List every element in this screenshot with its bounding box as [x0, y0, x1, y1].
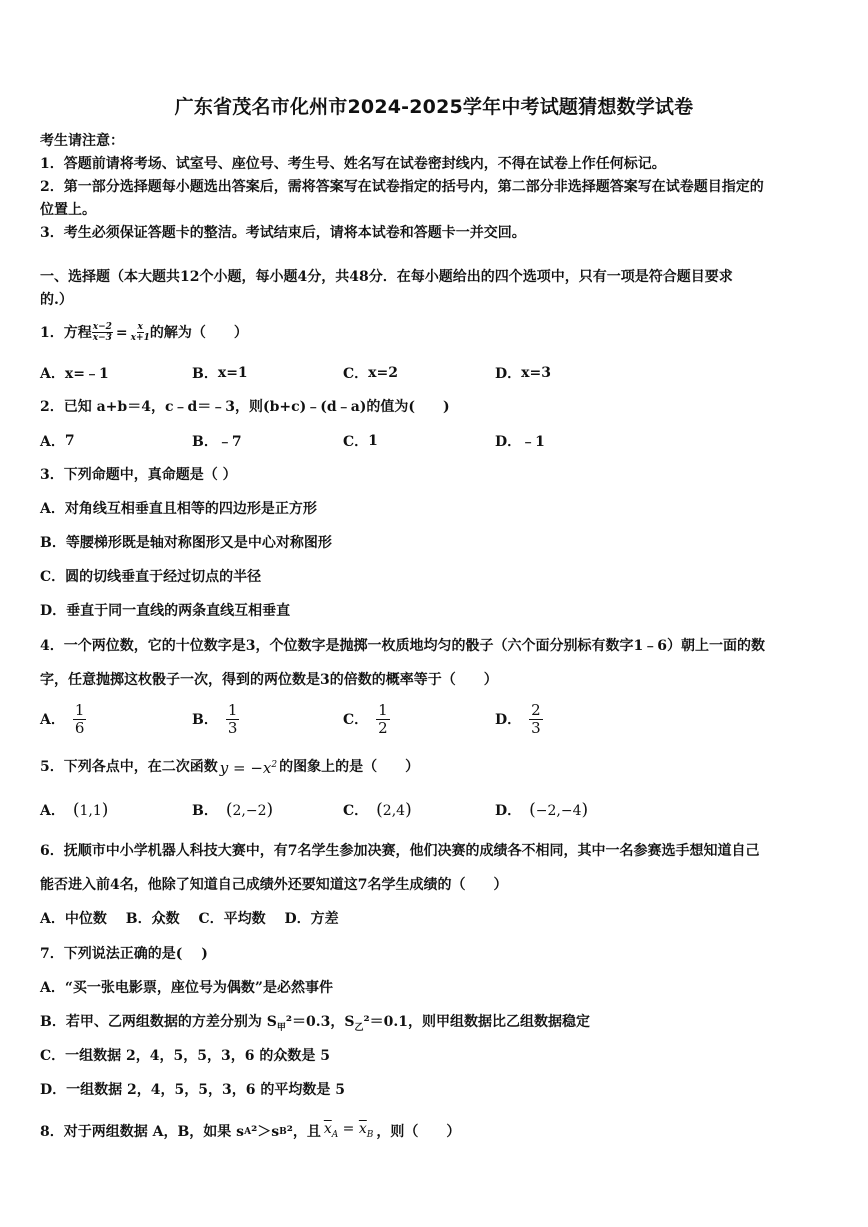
q2-option-c	[343, 419, 378, 463]
fraction	[529, 702, 543, 737]
option-label: B．	[192, 803, 218, 819]
point-coords: 2,4	[382, 803, 406, 819]
q8-sub: B	[279, 1126, 287, 1137]
q1-lhs-fraction	[92, 322, 113, 343]
fraction-den: 6	[74, 718, 85, 737]
q1-option-b	[192, 351, 248, 395]
q8-part: ²＞s	[251, 1123, 280, 1140]
q1-rhs-num: x	[137, 322, 143, 332]
option-label: C．	[343, 434, 369, 450]
q7-b-sub: 乙	[354, 1022, 364, 1033]
notice-item: 1．答题前请将考场、试室号、座位号、考生号、姓名写在试卷密封线内，不得在试卷上作任何标记。	[40, 156, 666, 172]
notice-heading: 考生请注意：	[40, 133, 124, 149]
question-4-stem: 4．一个两位数，它的十位数字是3，个位数字是抛掷一枚质地均匀的骰子（六个面分别标有数字1﹣6）朝上一面的数	[40, 638, 765, 654]
section-heading: 一、选择题（本大题共12个小题，每小题4分，共48分．在每小题给出的四个选项中，只有一项是符合题目要求	[40, 269, 733, 285]
q5-option-b	[192, 788, 273, 832]
q2-option-a	[40, 419, 75, 463]
option-label: A．	[40, 366, 65, 382]
option-label: B．	[192, 712, 218, 728]
q4-option-d	[495, 697, 543, 741]
q2-option-d	[495, 419, 545, 463]
q7-b-part: ²＝0.3，S	[285, 1014, 355, 1030]
fraction	[226, 702, 240, 737]
option-text: x=2	[368, 365, 398, 381]
option-point: (1,1)	[72, 800, 109, 820]
q1-rhs-den: x+1	[130, 333, 150, 343]
section-heading-cont: 的.）	[40, 292, 73, 308]
q7-b-part: B．若甲、乙两组数据的方差分别为 S	[40, 1014, 277, 1030]
fraction-num: 2	[531, 700, 541, 719]
mean-sub: A	[331, 1129, 339, 1140]
fraction-den: 2	[378, 718, 388, 737]
q7-option-a: A．“买一张电影票，座位号为偶数”是必然事件	[40, 980, 333, 996]
q8-mean-equation	[324, 1119, 374, 1145]
q1-lhs-num: x−2	[92, 322, 112, 332]
q7-option-c: C．一组数据 2，4，5，5，3，6 的众数是 5	[40, 1048, 330, 1064]
option-label: A．	[40, 434, 65, 450]
q7-option-d: D．一组数据 2，4，5，5，3，6 的平均数是 5	[40, 1082, 345, 1098]
q5-formula	[220, 755, 277, 778]
q3-option-c: C．圆的切线垂直于经过切点的半径	[40, 569, 262, 585]
q1-prefix: 1．方程	[40, 324, 92, 341]
q5-formula-base: y = −x	[219, 759, 272, 777]
mean-eq: =	[338, 1121, 359, 1137]
option-label: B．	[192, 434, 218, 450]
q8-part: ²，且	[286, 1123, 321, 1140]
fraction-den: 3	[531, 718, 541, 737]
question-7-stem: 7．下列说法正确的是( )	[40, 946, 208, 962]
question-6-options: A．中位数 B．众数 C．平均数 D．方差	[40, 911, 339, 927]
q8-suffix: ，则（ ）	[376, 1123, 461, 1140]
q7-option-b	[40, 1012, 830, 1038]
option-point: (2,4)	[376, 800, 412, 820]
q4-option-b	[192, 697, 239, 741]
mean-sub: B	[366, 1129, 374, 1140]
option-label: C．	[343, 366, 369, 382]
question-4-options	[40, 697, 830, 741]
option-text: ﹣7	[217, 434, 242, 450]
fraction	[73, 702, 87, 737]
mean-symbol: $\overline{x}$	[358, 1121, 367, 1137]
question-4-stem-cont: 字，任意抛掷这枚骰子一次，得到的两位数是3的倍数的概率等于（ ）	[40, 672, 498, 688]
notice-item: 3．考生必须保证答题卡的整洁。考试结束后，请将本试卷和答题卡一并交回。	[40, 225, 526, 241]
option-text: x=﹣1	[64, 366, 109, 382]
option-point: (−2,−4)	[529, 800, 589, 820]
fraction-num: 1	[74, 700, 85, 719]
q5-formula-exponent: 2	[271, 760, 278, 770]
q8-sub: A	[244, 1126, 252, 1137]
q5-option-a	[40, 788, 108, 832]
question-1-options	[40, 351, 830, 395]
q5-option-c	[343, 788, 412, 832]
option-label: C．	[343, 712, 369, 728]
q1-option-d	[495, 351, 551, 395]
option-label: D．	[495, 803, 522, 819]
q3-option-d: D．垂直于同一直线的两条直线互相垂直	[40, 603, 291, 619]
option-label: A．	[40, 712, 65, 728]
question-2-stem: 2．已知 a+b＝4，c﹣d＝﹣3，则(b+c)﹣(d﹣a)的值为( )	[40, 399, 450, 415]
option-label: D．	[495, 366, 522, 382]
option-label: A．	[40, 803, 65, 819]
fraction-den: 3	[227, 718, 238, 737]
option-label: B．	[192, 366, 218, 382]
question-5-stem	[40, 755, 830, 778]
q1-rhs-fraction	[131, 322, 150, 343]
notice-item: 2．第一部分选择题每小题选出答案后，需将答案写在试卷指定的括号内，第二部分非选择题答案写在试卷题目指定的	[40, 179, 764, 195]
point-coords: 2,−2	[232, 803, 267, 819]
option-label: D．	[495, 712, 522, 728]
question-5-options	[40, 788, 830, 832]
point-coords: 1,1	[79, 803, 102, 819]
q1-option-c	[343, 351, 398, 395]
fraction-num: 1	[378, 700, 388, 719]
q4-option-c	[343, 697, 390, 741]
point-coords: −2,−4	[535, 803, 582, 819]
q1-suffix: 的解为（ ）	[149, 324, 248, 341]
option-point: (2,−2)	[225, 800, 274, 820]
q5-option-d	[495, 788, 588, 832]
q4-option-a	[40, 697, 86, 741]
notice-item: 位置上。	[40, 202, 96, 218]
q2-option-b	[192, 419, 242, 463]
option-text: 7	[64, 433, 75, 449]
q8-part: 8．对于两组数据 A，B，如果 s	[40, 1123, 245, 1140]
question-6-stem-cont: 能否进入前4名，他除了知道自己成绩外还要知道这7名学生成绩的（ ）	[40, 877, 508, 893]
q3-option-b: B．等腰梯形既是轴对称图形又是中心对称图形	[40, 535, 332, 551]
page-title: 广东省茂名市化州市2024-2025学年中考试题猜想数学试卷	[174, 96, 694, 118]
q7-b-sub: 甲	[276, 1022, 286, 1033]
q3-option-a: A．对角线互相垂直且相等的四边形是正方形	[40, 501, 317, 517]
option-label: C．	[343, 803, 369, 819]
option-label: D．	[495, 434, 522, 450]
option-text: x=3	[521, 365, 551, 381]
question-1-stem	[40, 322, 830, 343]
fraction	[376, 702, 390, 737]
q1-option-a	[40, 351, 109, 395]
q7-b-part: ²＝0.1，则甲组数据比乙组数据稳定	[363, 1014, 590, 1030]
mean-symbol: $\overline{x}$	[323, 1121, 332, 1137]
q5-suffix: 的图象上的是（ ）	[279, 758, 420, 775]
question-2-options	[40, 419, 830, 463]
q1-lhs-den: x−3	[92, 333, 112, 343]
option-text: ﹣1	[521, 434, 545, 450]
option-text: 1	[368, 433, 378, 449]
q5-prefix: 5．下列各点中，在二次函数	[40, 758, 218, 775]
fraction-num: 1	[227, 700, 238, 719]
question-8-stem	[40, 1119, 830, 1145]
question-6-stem: 6．抚顺市中小学机器人科技大赛中，有7名学生参加决赛，他们决赛的成绩各不相同，其中一名参赛选手想知道自己	[40, 843, 760, 859]
option-text: x=1	[217, 365, 248, 381]
question-3-stem: 3．下列命题中，真命题是（ ）	[40, 467, 237, 483]
q1-eq: =	[115, 324, 128, 341]
